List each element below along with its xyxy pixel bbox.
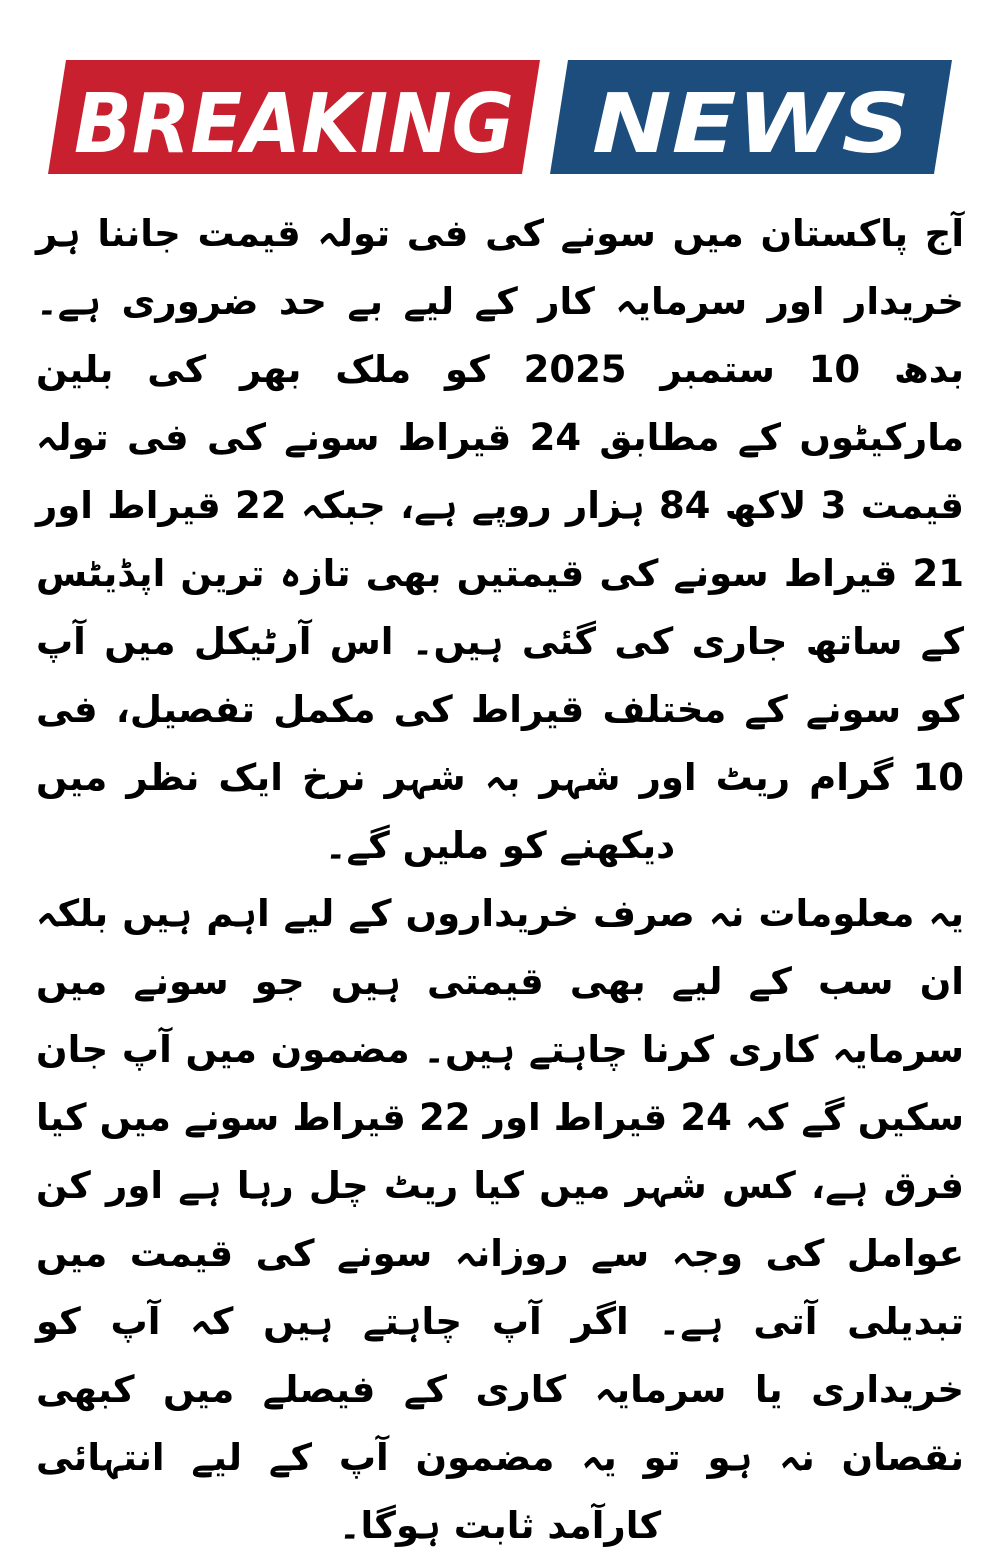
breaking-word: BREAKING: [74, 77, 514, 172]
article-paragraph-2: یہ معلومات نہ صرف خریداروں کے لیے اہم ہیں بلکہ ان سب کے لیے بھی قیمتی ہیں جو سونے میں سرمایہ کاری کرنا چاہتے ہیں۔ مضمون میں آپ جان سکیں گے کہ 24 قیراط اور 22 قیراط سونے میں کیا فرق ہے، کس شہر میں کیا ریٹ چل رہا ہے اور کن عوامل کی وجہ سے روزانہ سونے کی قیمت میں تبدیلی آتی ہے۔ اگر آپ چاہتے ہیں کہ آپ کو خریداری یا سرمایہ کاری کے فیصلے میں کبھی نقصان نہ ہو تو یہ مضمون آپ کے لیے انتہائی کارآمد ثابت ہوگا۔: [36, 892, 964, 1547]
article-paragraph-1: آج پاکستان میں سونے کی فی تولہ قیمت جاننا ہر خریدار اور سرمایہ کار کے لیے بے حد ضروری ہے۔ بدھ 10 ستمبر 2025 کو ملک بھر کی بلین مارکیٹوں کے مطابق 24 قیراط سونے کی فی تولہ قیمت 3 لاکھ 84 ہزار روپے ہے، جبکہ 22 قیراط اور 21 قیراط سونے کی قیمتیں بھی تازہ ترین اپڈیٹس کے ساتھ جاری کی گئی ہیں۔ اس آرٹیکل میں آپ کو سونے کے مختلف قیراط کی مکمل تفصیل، فی 10 گرام ریٹ اور شہر بہ شہر نرخ ایک نظر میں دیکھنے کو ملیں گے۔: [36, 212, 965, 867]
breaking-news-banner: [48, 58, 952, 176]
breaking-news-graphic: [48, 58, 952, 176]
news-word: NEWS: [592, 77, 910, 172]
